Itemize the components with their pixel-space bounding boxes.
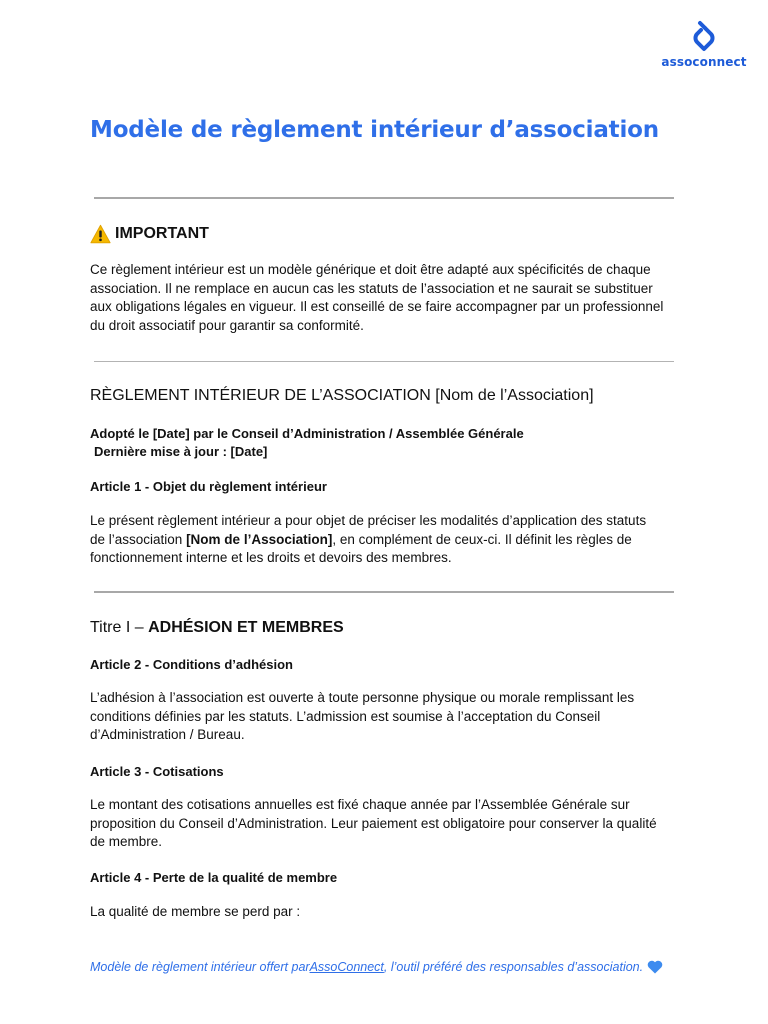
text-line: association. Il ne remplace en aucun cas les statuts de l’association et ne saurait se substituer bbox=[90, 280, 653, 296]
article-2-title: Article 2 - Conditions d’adhésion bbox=[90, 657, 293, 672]
text-line: conditions définies par les statuts. L’admission est soumise à l’acceptation du Conseil bbox=[90, 708, 601, 724]
article-1-text bbox=[90, 512, 685, 568]
divider bbox=[94, 361, 674, 362]
assoconnect-logo-icon bbox=[689, 20, 719, 54]
blue-heart-icon bbox=[647, 960, 663, 974]
important-label: IMPORTANT bbox=[115, 225, 209, 242]
text-line: proposition du Conseil d’Administration. Leur paiement est obligatoire pour conserver la qualité bbox=[90, 815, 657, 831]
titre-1-prefix: Titre I – bbox=[90, 619, 149, 636]
article-4-title: Article 4 - Perte de la qualité de membre bbox=[90, 870, 338, 885]
text-line: L’adhésion à l’association est ouverte à toute personne physique ou morale remplissant les bbox=[90, 690, 635, 705]
assoconnect-link[interactable]: AssoConnect bbox=[309, 960, 384, 974]
footer-text: Modèle de règlement intérieur offert par bbox=[90, 960, 310, 974]
article-3-text bbox=[90, 796, 685, 852]
association-name-placeholder: [Nom de l’Association] bbox=[186, 531, 333, 547]
text-line: de membre. bbox=[90, 834, 163, 849]
important-text bbox=[90, 261, 685, 335]
adopted-line: Adopté le [Date] par le Conseil d’Administration / Assemblée Générale bbox=[90, 426, 524, 441]
warning-icon bbox=[90, 224, 111, 244]
article-4-text bbox=[90, 903, 685, 922]
titre-1-heading bbox=[90, 619, 344, 637]
adoption-info bbox=[90, 425, 524, 461]
text-span: de l’association bbox=[90, 531, 187, 547]
text-line: du droit associatif pour garantir sa conformité. bbox=[90, 317, 364, 333]
article-2-text bbox=[90, 689, 685, 745]
reglement-heading bbox=[90, 387, 594, 405]
assoconnect-logo bbox=[658, 20, 750, 69]
page-title: Modèle de règlement intérieur d’association bbox=[90, 117, 659, 143]
updated-line: Dernière mise à jour : [Date] bbox=[94, 444, 268, 459]
article-1-title: Article 1 - Objet du règlement intérieur bbox=[90, 479, 327, 494]
titre-1-label: ADHÉSION ET MEMBRES bbox=[148, 619, 344, 636]
text-line: d’Administration / Bureau. bbox=[90, 727, 245, 742]
text-span: , en complément de ceux-ci. Il définit les règles de bbox=[332, 531, 632, 547]
text-line: fonctionnement interne et les droits et devoirs des membres. bbox=[90, 550, 452, 565]
text-line: La qualité de membre se perd par : bbox=[90, 904, 301, 919]
text-line bbox=[90, 531, 685, 550]
divider bbox=[94, 197, 674, 199]
logo-text: assoconnect bbox=[661, 55, 747, 69]
text-line: aux obligations légales en vigueur. Il est conseillé de se faire accompagner par un professionnel bbox=[90, 299, 664, 314]
article-3-title: Article 3 - Cotisations bbox=[90, 764, 224, 779]
reglement-heading-text: RÈGLEMENT INTÉRIEUR DE L’ASSOCIATION [Nom de l’Association] bbox=[90, 387, 594, 404]
important-heading bbox=[90, 224, 209, 244]
footer-credit bbox=[90, 960, 663, 974]
text-line: Le présent règlement intérieur a pour objet de préciser les modalités d’application des statuts bbox=[90, 513, 647, 528]
text-line: Le montant des cotisations annuelles est fixé chaque année par l’Assemblée Générale sur bbox=[90, 797, 630, 812]
divider bbox=[94, 591, 674, 593]
footer-text: , l’outil préféré des responsables d’association. bbox=[383, 960, 644, 974]
text-line: Ce règlement intérieur est un modèle générique et doit être adapté aux spécificités de chaque bbox=[90, 262, 651, 277]
